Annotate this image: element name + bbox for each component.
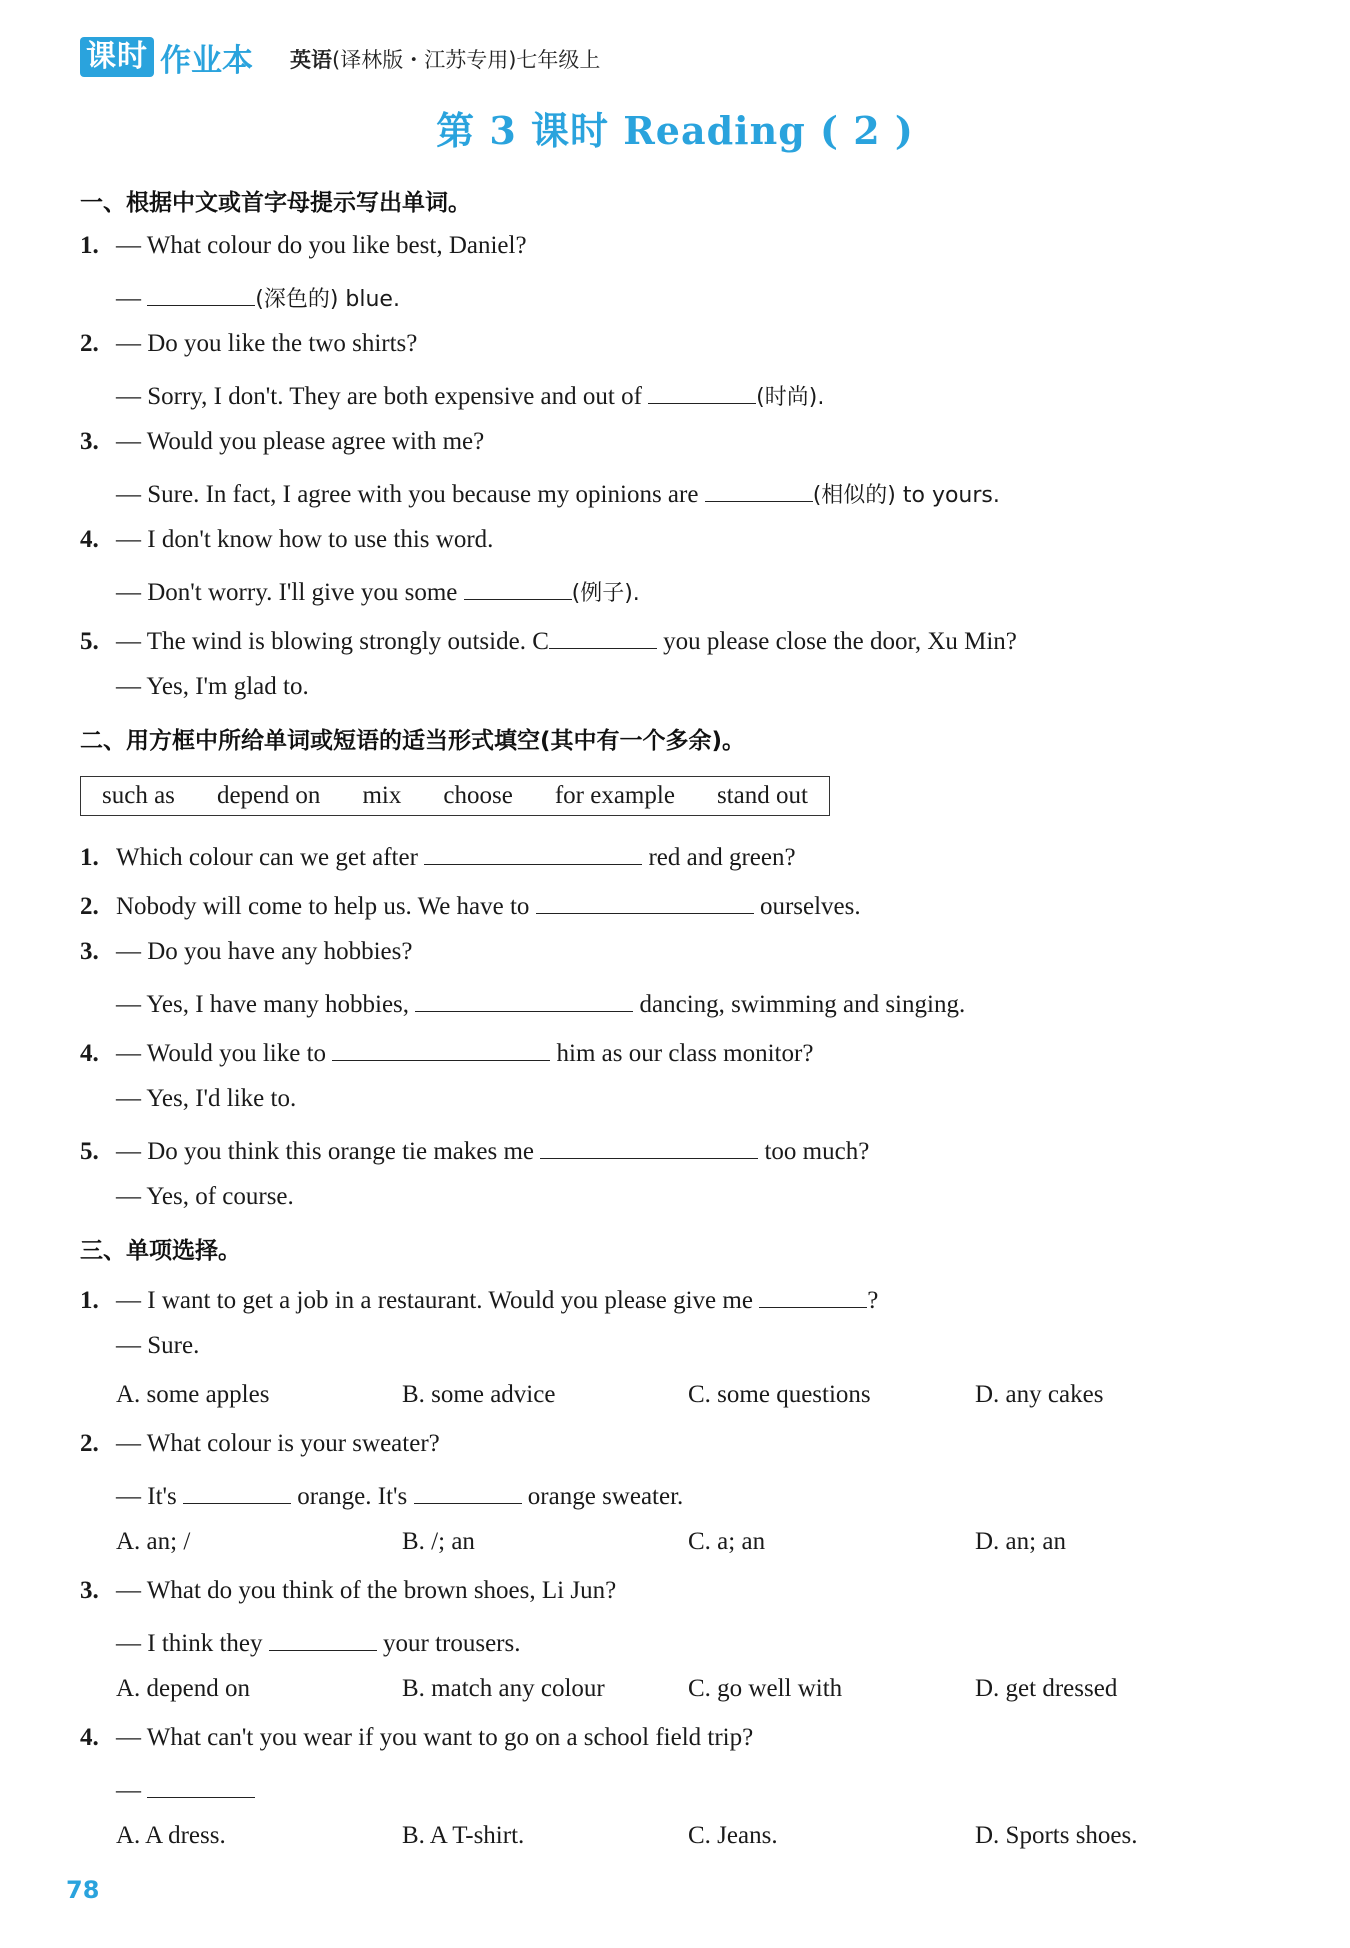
s1-q5-line2: — Yes, I'm glad to.: [116, 673, 309, 700]
section3-title: 三、单项选择。: [80, 1238, 241, 1264]
option-c[interactable]: C. Jeans.: [688, 1822, 778, 1849]
word-option: for example: [554, 782, 675, 809]
answer-blank[interactable]: [269, 1626, 377, 1651]
option-a[interactable]: A. depend on: [116, 1675, 250, 1702]
s3-q2-line2: — It's orange. It's orange sweater.: [116, 1479, 683, 1511]
word-option: such as: [102, 782, 175, 809]
option-d[interactable]: D. any cakes: [975, 1381, 1104, 1408]
word-option: stand out: [716, 782, 808, 809]
s1-q5-line1: 5. — The wind is blowing strongly outside. C you please close the door, Xu Min?: [80, 624, 1017, 656]
answer-blank[interactable]: [415, 987, 633, 1012]
answer-blank[interactable]: [536, 889, 754, 914]
s1-q4-line2: — Don't worry. I'll give you some (例子).: [116, 575, 640, 607]
option-a[interactable]: A. A dress.: [116, 1822, 226, 1849]
s3-q3-line1: 3. — What do you think of the brown shoes, Li Jun?: [80, 1577, 617, 1604]
page-number: 78: [66, 1876, 100, 1904]
s3-q4-line2: —: [116, 1773, 255, 1805]
option-b[interactable]: B. some advice: [402, 1381, 556, 1408]
word-option: depend on: [216, 782, 321, 809]
book-info: [290, 44, 600, 74]
option-c[interactable]: C. some questions: [688, 1381, 871, 1408]
s3-q4-line1: 4. — What can't you wear if you want to go on a school field trip?: [80, 1724, 754, 1751]
s1-q4-line1: 4. — I don't know how to use this word.: [80, 526, 494, 553]
logo-text: 作业本: [160, 42, 253, 79]
s2-q3-line2: — Yes, I have many hobbies, dancing, swimming and singing.: [116, 987, 965, 1019]
s2-q3-line1: 3. — Do you have any hobbies?: [80, 938, 413, 965]
option-d[interactable]: D. get dressed: [975, 1675, 1118, 1702]
answer-blank[interactable]: [549, 624, 657, 649]
s3-q1-line1: 1. — I want to get a job in a restaurant. Would you please give me ?: [80, 1283, 878, 1315]
s2-q5-line2: — Yes, of course.: [116, 1183, 294, 1210]
option-b[interactable]: B. /; an: [402, 1528, 475, 1555]
answer-blank[interactable]: [648, 379, 756, 404]
word-option: mix: [362, 782, 402, 809]
s1-q3-line1: 3. — Would you please agree with me?: [80, 428, 485, 455]
answer-blank[interactable]: [424, 840, 642, 865]
s1-q3-line2: — Sure. In fact, I agree with you because my opinions are (相似的) to yours.: [116, 477, 1000, 509]
s2-q2: 2. Nobody will come to help us. We have to ourselves.: [80, 889, 861, 921]
answer-blank[interactable]: [414, 1479, 522, 1504]
s2-q5-line1: 5. — Do you think this orange tie makes me too much?: [80, 1134, 869, 1166]
answer-blank[interactable]: [183, 1479, 291, 1504]
answer-blank[interactable]: [540, 1134, 758, 1159]
answer-blank[interactable]: [759, 1283, 867, 1308]
answer-blank[interactable]: [332, 1036, 550, 1061]
answer-blank[interactable]: [147, 281, 255, 306]
option-c[interactable]: C. go well with: [688, 1675, 843, 1702]
s1-q2-line1: 2. — Do you like the two shirts?: [80, 330, 418, 357]
option-c[interactable]: C. a; an: [688, 1528, 766, 1555]
option-a[interactable]: A. some apples: [116, 1381, 270, 1408]
answer-blank[interactable]: [147, 1773, 255, 1798]
s1-q1-line2: — (深色的) blue.: [116, 281, 400, 313]
s2-q4-line1: 4. — Would you like to him as our class monitor?: [80, 1036, 813, 1068]
s3-q2-line1: 2. — What colour is your sweater?: [80, 1430, 440, 1457]
answer-blank[interactable]: [705, 477, 813, 502]
s3-q1-line2: — Sure.: [116, 1332, 200, 1359]
answer-blank[interactable]: [464, 575, 572, 600]
logo-box: 课时: [80, 37, 154, 77]
s1-q1-line1: 1. — What colour do you like best, Daniel?: [80, 232, 527, 259]
s1-q2-line2: — Sorry, I don't. They are both expensive and out of (时尚).: [116, 379, 824, 411]
option-b[interactable]: B. match any colour: [402, 1675, 605, 1702]
s2-q1: 1. Which colour can we get after red and green?: [80, 840, 796, 872]
s2-q4-line2: — Yes, I'd like to.: [116, 1085, 297, 1112]
section2-title: 二、用方框中所给单词或短语的适当形式填空(其中有一个多余)。: [80, 728, 746, 754]
option-b[interactable]: B. A T-shirt.: [402, 1822, 525, 1849]
option-a[interactable]: A. an; /: [116, 1528, 191, 1555]
logo: [80, 36, 253, 78]
word-option: choose: [443, 782, 513, 809]
subject: 英语: [290, 48, 332, 72]
option-d[interactable]: D. Sports shoes.: [975, 1822, 1138, 1849]
word-box: [80, 776, 830, 816]
lesson-title: 第 3 课时 Reading ( 2 ): [436, 108, 914, 153]
option-d[interactable]: D. an; an: [975, 1528, 1066, 1555]
edition: (译林版・江苏专用)七年级上: [332, 48, 601, 72]
s3-q3-line2: — I think they your trousers.: [116, 1626, 521, 1658]
section1-title: 一、根据中文或首字母提示写出单词。: [80, 190, 471, 216]
